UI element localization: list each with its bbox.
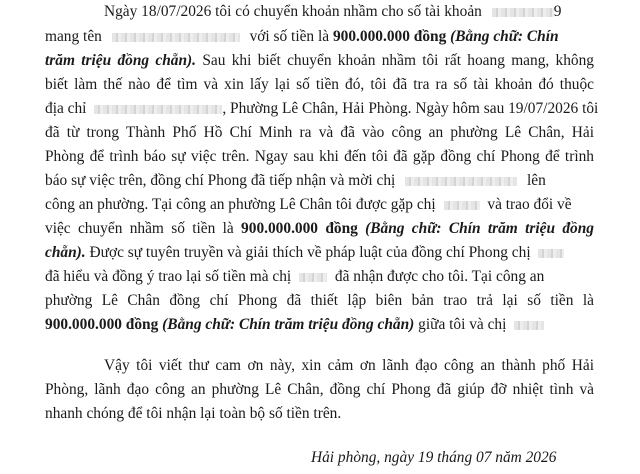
text-segment: , Phường Lê Chân, Hải Phòng. Ngày hôm sau 19/07/2026 tôi <box>222 100 599 117</box>
text-segment: với số tiền là <box>249 28 330 45</box>
letter-line-12 <box>45 267 594 289</box>
text-segment: biết làm thế nào để tìm và xin lấy lại số tiền đó, tôi đã tra ra số tài khoản đó thuộc <box>45 76 594 93</box>
text-segment: đã từ trong Thành Phố Hồ Chí Minh ra và đã vào công an phường Lê Chân, Hải <box>45 124 594 141</box>
text-segment: đã hiểu và đồng ý trao lại số tiền mà chị <box>45 268 292 285</box>
letter-line-9 <box>45 195 594 217</box>
text-segment: lên <box>527 172 546 189</box>
text-segment: Vậy tôi viết thư cam ơn này, xin cảm ơn lãnh đạo công an thành phố Hải <box>104 357 594 374</box>
redacted-name <box>299 273 327 282</box>
text-segment: báo sự việc trên, đồng chí Phong đã tiếp nhận và mời chị <box>45 172 396 189</box>
redacted-account-number <box>492 8 554 17</box>
letter-line-1 <box>104 2 594 24</box>
text-segment: Phòng để trình báo sự việc trên. Ngay sau khi đến tôi đã gặp đồng chí Phong để trình <box>45 148 594 165</box>
text-segment: phường Lê Chân đồng chí Phong đã thiết lập biên bản trao trả lại số tiền là <box>45 292 594 309</box>
redacted-name <box>538 249 564 258</box>
letter-line-15 <box>104 356 594 378</box>
letter-line-3 <box>45 51 594 73</box>
amount-words: (Bằng chữ: Chín trăm triệu đồng chẵn) <box>162 316 415 333</box>
amount-words: chẵn). <box>45 244 86 261</box>
text-segment: công an phường. Tại công an phường Lê Chân tôi được gặp chị <box>45 196 436 213</box>
amount-bold: 900.000.000 đồng <box>332 28 447 45</box>
letter-line-16 <box>45 380 594 402</box>
text-segment: Ngày 18/07/2026 tôi có chuyển khoản nhầm cho số tài khoản <box>104 3 482 20</box>
redacted-address <box>94 105 222 114</box>
text-segment: nhanh chóng để tôi nhận lại toàn bộ số tiền trên. <box>45 405 342 422</box>
letter-line-11 <box>45 243 594 265</box>
signature-date: Hải phòng, ngày 19 tháng 07 năm 2026 <box>311 449 557 466</box>
text-segment: Phòng, lãnh đạo công an phường Lê Chân, đồng chí Phong đã giúp đỡ nhiệt tình và <box>45 381 594 398</box>
letter-line-17 <box>45 404 594 426</box>
amount-words: (Bằng chữ: Chín trăm triệu đồng <box>365 220 594 237</box>
amount-words: trăm triệu đồng chẵn). <box>45 52 197 69</box>
letter-line-2 <box>45 27 594 49</box>
text-segment: mang tên <box>45 28 102 45</box>
letter-line-5 <box>45 99 599 121</box>
letter-line-13 <box>45 291 594 313</box>
letter-line-14 <box>45 315 594 337</box>
letter-line-10 <box>45 219 594 241</box>
letter-line-8 <box>45 171 594 193</box>
redacted-name <box>405 177 517 186</box>
redacted-name <box>514 321 544 330</box>
amount-bold: 900.000.000 đồng <box>241 220 358 237</box>
amount-words: (Bằng chữ: Chín <box>450 28 559 45</box>
text-segment: Sau khi biết chuyển khoản nhầm tôi rất hoang mang, không <box>202 52 595 69</box>
letter-line-4 <box>45 75 594 97</box>
letter-line-6 <box>45 123 594 145</box>
redacted-name <box>444 201 480 210</box>
text-segment: 9 <box>553 3 562 20</box>
text-segment: giữa tôi và chị <box>418 316 507 333</box>
text-segment: và trao đổi về <box>487 196 572 213</box>
text-segment: địa chỉ <box>45 100 87 117</box>
redacted-name <box>112 33 240 42</box>
text-segment: Được sự tuyên truyền và giải thích về pháp luật của đồng chí Phong chị <box>89 244 531 261</box>
letter-line-7 <box>45 147 594 169</box>
text-segment: đã nhận được cho tôi. Tại công an <box>334 268 545 285</box>
text-segment: việc chuyển nhầm số tiền là <box>45 220 234 237</box>
amount-bold: 900.000.000 đồng <box>45 316 159 333</box>
